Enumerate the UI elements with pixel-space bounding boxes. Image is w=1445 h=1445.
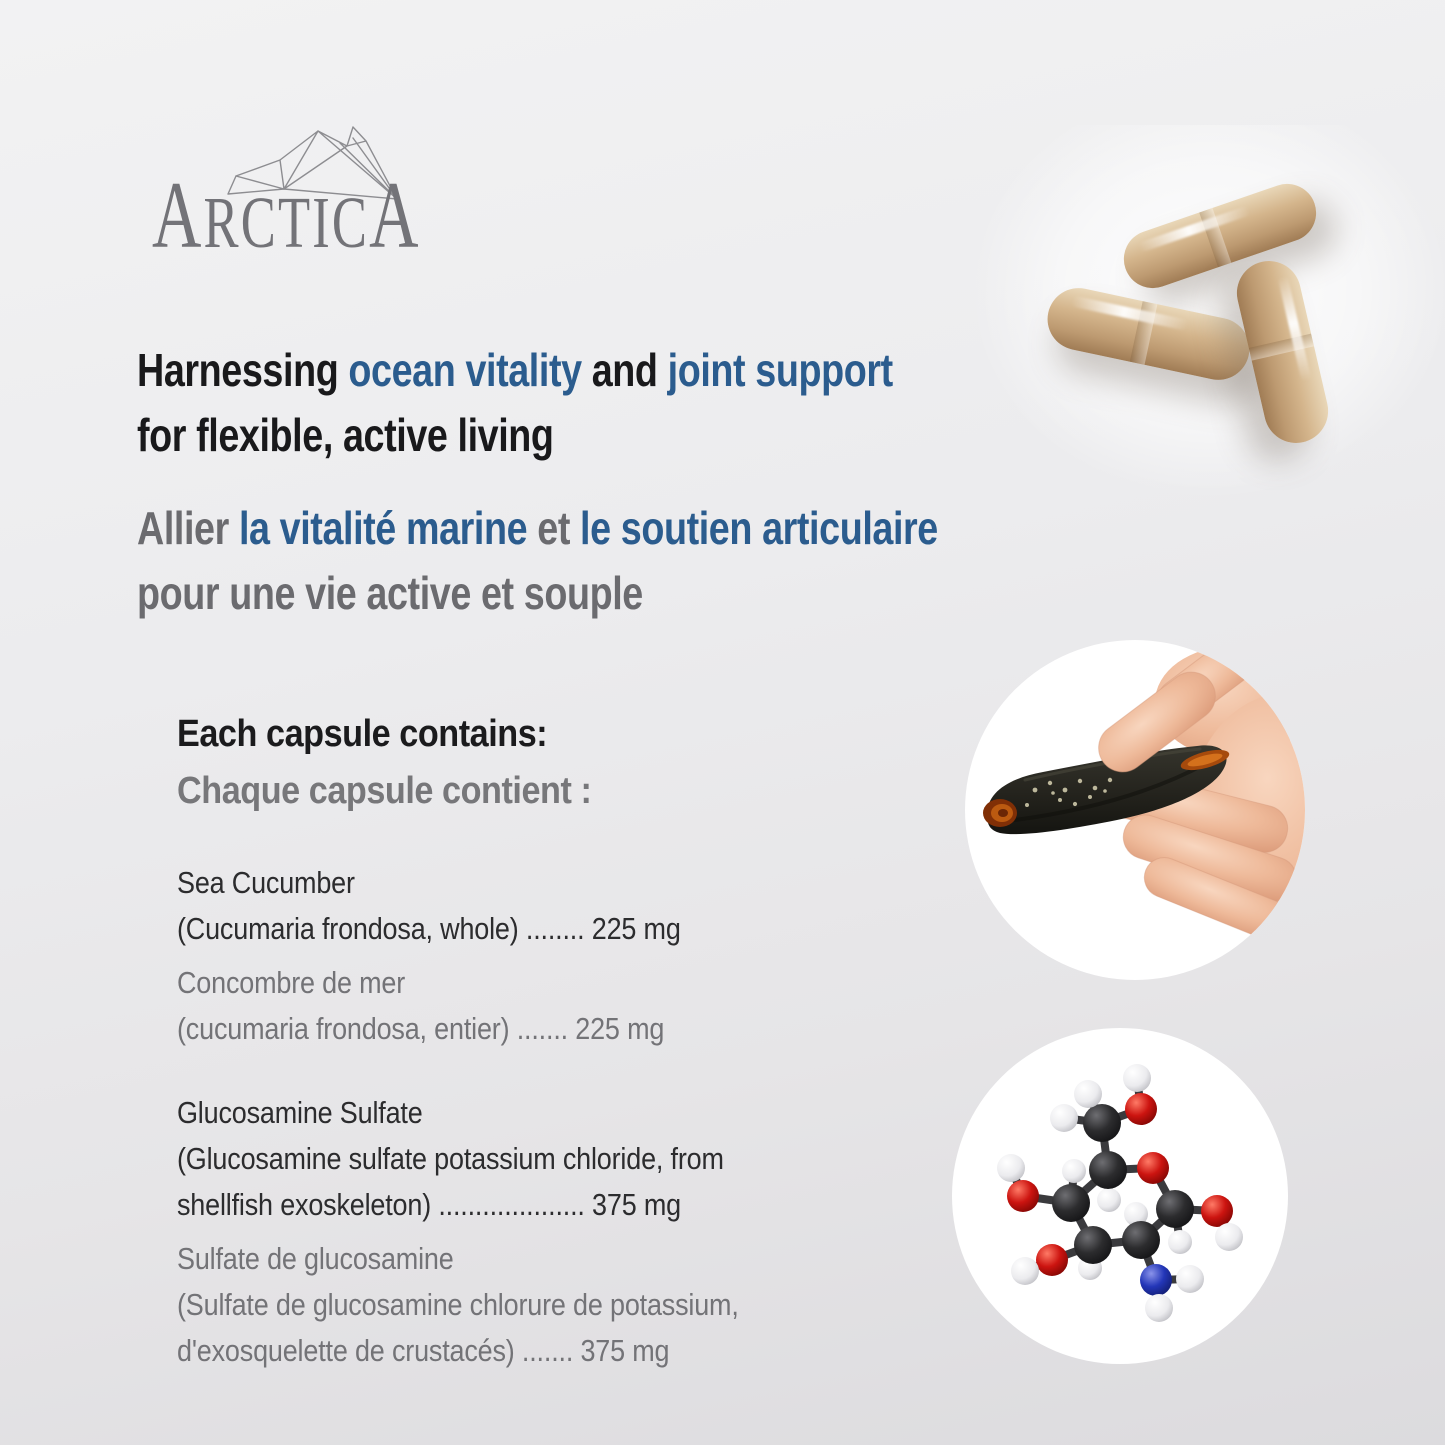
headline-en-seg1: Harnessing: [137, 344, 349, 396]
ingredient-detail: (Sulfate de glucosamine chlorure de potassium,: [177, 1287, 739, 1322]
headline-english-line1: [137, 338, 893, 403]
ingredient-sea-cucumber-en: [177, 860, 681, 952]
sea-cucumber-illustration: [965, 640, 1305, 980]
ingredient-detail: shellfish exoskeleton) .................... 375 mg: [177, 1187, 681, 1222]
ingredient-name: Glucosamine Sulfate: [177, 1095, 423, 1130]
arctica-logo: [140, 105, 470, 265]
headline-en-seg2: and: [581, 344, 668, 396]
capsule-shine: [1071, 296, 1189, 331]
headline-fr-seg1: Allier: [137, 502, 239, 554]
ingredient-detail: d'exosquelette de crustacés) ....... 375 mg: [177, 1333, 670, 1368]
svg-text:ARCTICA: [152, 162, 421, 265]
contains-heading-en: Each capsule contains:: [177, 713, 548, 755]
contains-heading: [177, 706, 591, 820]
ingredient-glucosamine-en: [177, 1090, 724, 1228]
ingredient-name: Sea Cucumber: [177, 865, 355, 900]
headline-french-line1: [137, 496, 938, 561]
glucosamine-molecule-photo: [952, 1028, 1288, 1364]
ingredient-detail: (Cucumaria frondosa, whole) ........ 225 mg: [177, 911, 681, 946]
ingredient-name: Concombre de mer: [177, 965, 406, 1000]
headline-fr-accent2: le soutien articulaire: [580, 502, 938, 554]
brand-letters-mid: RCTIC: [203, 181, 370, 264]
molecule-nitrogen: [1140, 1264, 1172, 1296]
ingredient-glucosamine-fr: [177, 1236, 739, 1374]
headline-fr-accent1: la vitalité marine: [238, 502, 528, 554]
ingredient-detail: (cucumaria frondosa, entier) ....... 225 mg: [177, 1011, 665, 1046]
headline-english-line2: for flexible, active living: [137, 409, 554, 461]
capsules-photo: [1020, 160, 1445, 480]
ingredient-name: Sulfate de glucosamine: [177, 1241, 454, 1276]
capsule-shine: [1138, 205, 1251, 252]
contains-heading-fr: Chaque capsule contient :: [177, 770, 592, 812]
sea-cucumber-photo: [965, 640, 1305, 980]
molecule-illustration: [952, 1028, 1288, 1364]
ingredient-detail: (Glucosamine sulfate potassium chloride, from: [177, 1141, 724, 1176]
headline-fr-seg2: et: [527, 502, 581, 554]
headline-en-accent1: ocean vitality: [348, 344, 582, 396]
headline-french: [137, 496, 938, 626]
capsule-left: [1042, 282, 1255, 385]
ingredient-sea-cucumber-fr: [177, 960, 664, 1052]
headline-english: [137, 338, 893, 468]
headline-french-line2: pour une vie active et souple: [137, 567, 643, 619]
brand-wordmark: [152, 162, 421, 265]
brand-letter-last: A: [369, 162, 421, 265]
capsule-shine: [1277, 275, 1312, 382]
brand-letter-first: A: [152, 162, 204, 265]
headline-en-accent2: joint support: [667, 344, 893, 396]
